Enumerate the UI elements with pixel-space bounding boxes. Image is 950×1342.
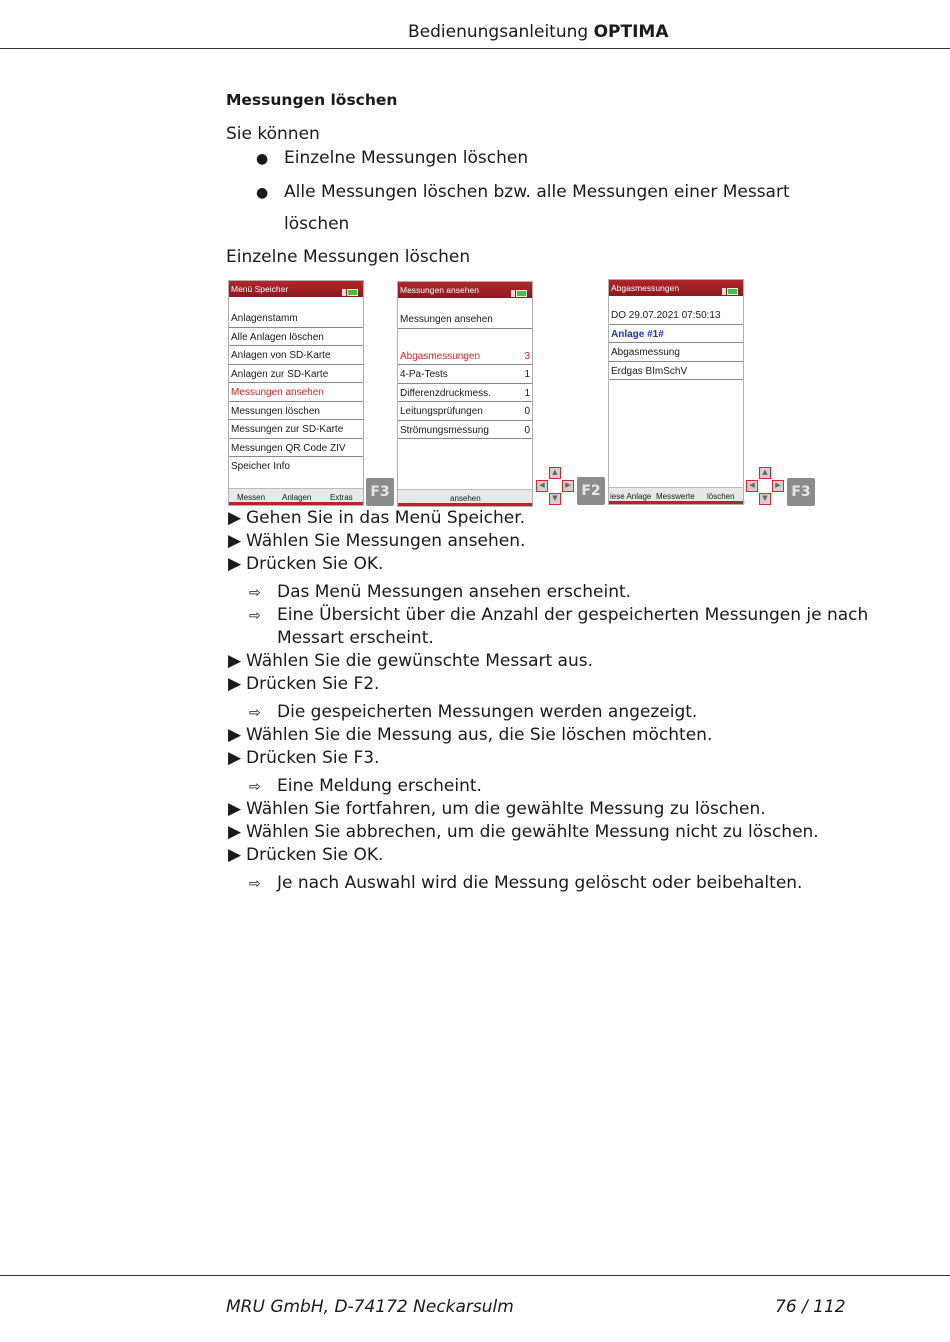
item-count: 3 [524, 350, 530, 362]
step-text: Wählen Sie fortfahren, um die gewählte Messung zu löschen. [246, 799, 766, 819]
item-label: Leitungsprüfungen [400, 406, 483, 417]
menu-item[interactable]: Anlagenstamm [229, 309, 363, 328]
result [249, 776, 482, 796]
item-label: Differenzdruckmess. [400, 387, 491, 399]
menu-item[interactable]: Anlagen von SD-Karte [229, 346, 363, 365]
arrow-down-icon: ▼ [759, 493, 771, 505]
screen-titlebar [609, 280, 743, 296]
arrow-up-icon: ▲ [759, 467, 771, 479]
f3-key-icon: F3 [787, 478, 815, 506]
arrow-right-icon: ▶ [562, 480, 574, 492]
result-arrow-icon: ⇨ [249, 876, 261, 892]
step-arrow-icon: ▶ [228, 845, 242, 865]
result-text: Eine Meldung erscheint. [277, 776, 482, 796]
list-item[interactable] [398, 421, 532, 440]
screen-title: Abgasmessungen [611, 283, 680, 293]
menu-item[interactable]: Anlagen zur SD-Karte [229, 365, 363, 384]
arrow-left-icon: ◀ [746, 480, 758, 492]
header-divider [0, 48, 950, 49]
step-text: Gehen Sie in das Menü Speicher. [246, 508, 526, 528]
fkey-label[interactable]: Extras [330, 493, 353, 502]
step-arrow-icon: ▶ [228, 674, 242, 694]
step-text: Wählen Sie Messungen ansehen. [246, 531, 526, 551]
intro-text: Sie können [226, 124, 320, 144]
list-item[interactable] [398, 365, 532, 384]
bullet-item: Einzelne Messungen löschen [284, 148, 529, 168]
bullet-item-continued: löschen [284, 214, 350, 234]
step-text: Wählen Sie abbrechen, um die gewählte Messung nicht zu löschen. [246, 822, 819, 842]
result-text: Die gespeicherten Messungen werden angezeigt. [277, 702, 698, 722]
battery-icon [722, 284, 740, 291]
item-count: 1 [524, 387, 530, 399]
bullet-dot: ● [256, 151, 269, 167]
function-bar [609, 487, 743, 504]
step [228, 822, 819, 842]
result-arrow-icon: ⇨ [249, 779, 261, 795]
menu-item[interactable]: Speicher Info [231, 461, 290, 472]
function-bar [229, 488, 363, 505]
screen-title: Messungen ansehen [400, 285, 479, 295]
step [228, 531, 525, 551]
dpad-icon [746, 467, 784, 505]
subheading: Einzelne Messungen löschen [226, 247, 471, 267]
anlage-label: Anlage #1# [609, 325, 743, 344]
bullet-item: Alle Messungen löschen bzw. alle Messungen einer Messart [284, 182, 790, 202]
arrow-right-icon: ▶ [772, 480, 784, 492]
fkey-label[interactable]: Anlagen [282, 493, 312, 502]
item-label: Strömungsmessung [400, 424, 489, 436]
item-count: 1 [524, 369, 530, 380]
step-text: Wählen Sie die gewünschte Messart aus. [246, 651, 594, 671]
step-text: Drücken Sie F3. [246, 748, 380, 768]
f3-key-icon: F3 [366, 478, 394, 506]
list-heading: Messungen ansehen [398, 310, 532, 329]
step [228, 651, 593, 671]
bullet-dot: ● [256, 185, 269, 201]
result [249, 582, 631, 602]
menu-item[interactable]: Messungen QR Code ZIV [229, 439, 363, 458]
step-text: Drücken Sie OK. [246, 845, 384, 865]
measurement-item[interactable]: Erdgas BImSchV [609, 362, 743, 381]
step [228, 674, 379, 694]
fkey-label[interactable]: ansehen [450, 494, 481, 503]
step-text: Drücken Sie F2. [246, 674, 380, 694]
step-text: Wählen Sie die Messung aus, die Sie löschen möchten. [246, 725, 713, 745]
list-item[interactable] [398, 384, 532, 403]
header-title [408, 22, 668, 42]
footer-page-number: 76 / 112 [775, 1297, 846, 1317]
dpad-icon [536, 467, 574, 505]
menu-item-selected[interactable]: Messungen ansehen [229, 383, 363, 402]
step [228, 508, 525, 528]
item-count: 0 [524, 424, 530, 436]
list-item[interactable] [398, 402, 532, 421]
fkey-label[interactable]: Messwerte [656, 492, 695, 501]
step [228, 725, 712, 745]
screen-titlebar [398, 282, 532, 298]
step-arrow-icon: ▶ [228, 748, 242, 768]
screen-abgasmessungen [608, 279, 744, 505]
header-prefix: Bedienungsanleitung [408, 22, 589, 42]
step-text: Drücken Sie OK. [246, 554, 384, 574]
battery-icon [511, 286, 529, 293]
fkey-label[interactable]: iese Anlage [610, 492, 652, 501]
battery-icon [342, 285, 360, 292]
result-text: Je nach Auswahl wird die Messung gelöscht oder beibehalten. [277, 873, 803, 893]
measurement-datetime: DO 29.07.2021 07:50:13 [609, 306, 743, 325]
f2-key-icon: F2 [577, 477, 605, 505]
step [228, 748, 379, 768]
arrow-up-icon: ▲ [549, 467, 561, 479]
step-arrow-icon: ▶ [228, 725, 242, 745]
page-header [0, 22, 950, 48]
menu-item[interactable]: Messungen löschen [229, 402, 363, 421]
step-arrow-icon: ▶ [228, 651, 242, 671]
step [228, 845, 383, 865]
item-label: 4-Pa-Tests [400, 369, 448, 380]
step-arrow-icon: ▶ [228, 508, 242, 528]
result-text: Das Menü Messungen ansehen erscheint. [277, 582, 632, 602]
step-arrow-icon: ▶ [228, 531, 242, 551]
result-arrow-icon: ⇨ [249, 585, 261, 601]
step [228, 799, 766, 819]
menu-item[interactable]: Alle Anlagen löschen [229, 328, 363, 347]
step-arrow-icon: ▶ [228, 822, 242, 842]
step [228, 554, 383, 574]
header-product: OPTIMA [593, 22, 669, 42]
arrow-left-icon: ◀ [536, 480, 548, 492]
result-text: Eine Übersicht über die Anzahl der gespeicherten Messungen je nach [277, 605, 869, 625]
section-title: Messungen löschen [226, 91, 398, 109]
result [249, 702, 697, 722]
result-arrow-icon: ⇨ [249, 705, 261, 721]
menu-item[interactable]: Messungen zur SD-Karte [229, 420, 363, 439]
item-count: 0 [524, 406, 530, 417]
function-bar [398, 489, 532, 506]
screen-menu-speicher [228, 280, 364, 506]
fkey-label[interactable]: löschen [707, 492, 735, 501]
screen-messungen-ansehen [397, 281, 533, 507]
result-arrow-icon: ⇨ [249, 608, 261, 624]
measurement-item[interactable]: Abgasmessung [609, 343, 743, 362]
step-arrow-icon: ▶ [228, 554, 242, 574]
screen-title: Menü Speicher [231, 284, 289, 294]
fkey-label[interactable]: Messen [237, 493, 266, 502]
result-continued: Messart erscheint. [277, 628, 434, 648]
arrow-down-icon: ▼ [549, 493, 561, 505]
list-item-selected[interactable] [398, 347, 532, 366]
footer-divider [0, 1275, 950, 1276]
step-arrow-icon: ▶ [228, 799, 242, 819]
result [249, 873, 802, 893]
item-label: Abgasmessungen [400, 350, 481, 362]
result [249, 605, 868, 625]
footer-company: MRU GmbH, D-74172 Neckarsulm [226, 1297, 514, 1317]
screen-titlebar [229, 281, 363, 297]
